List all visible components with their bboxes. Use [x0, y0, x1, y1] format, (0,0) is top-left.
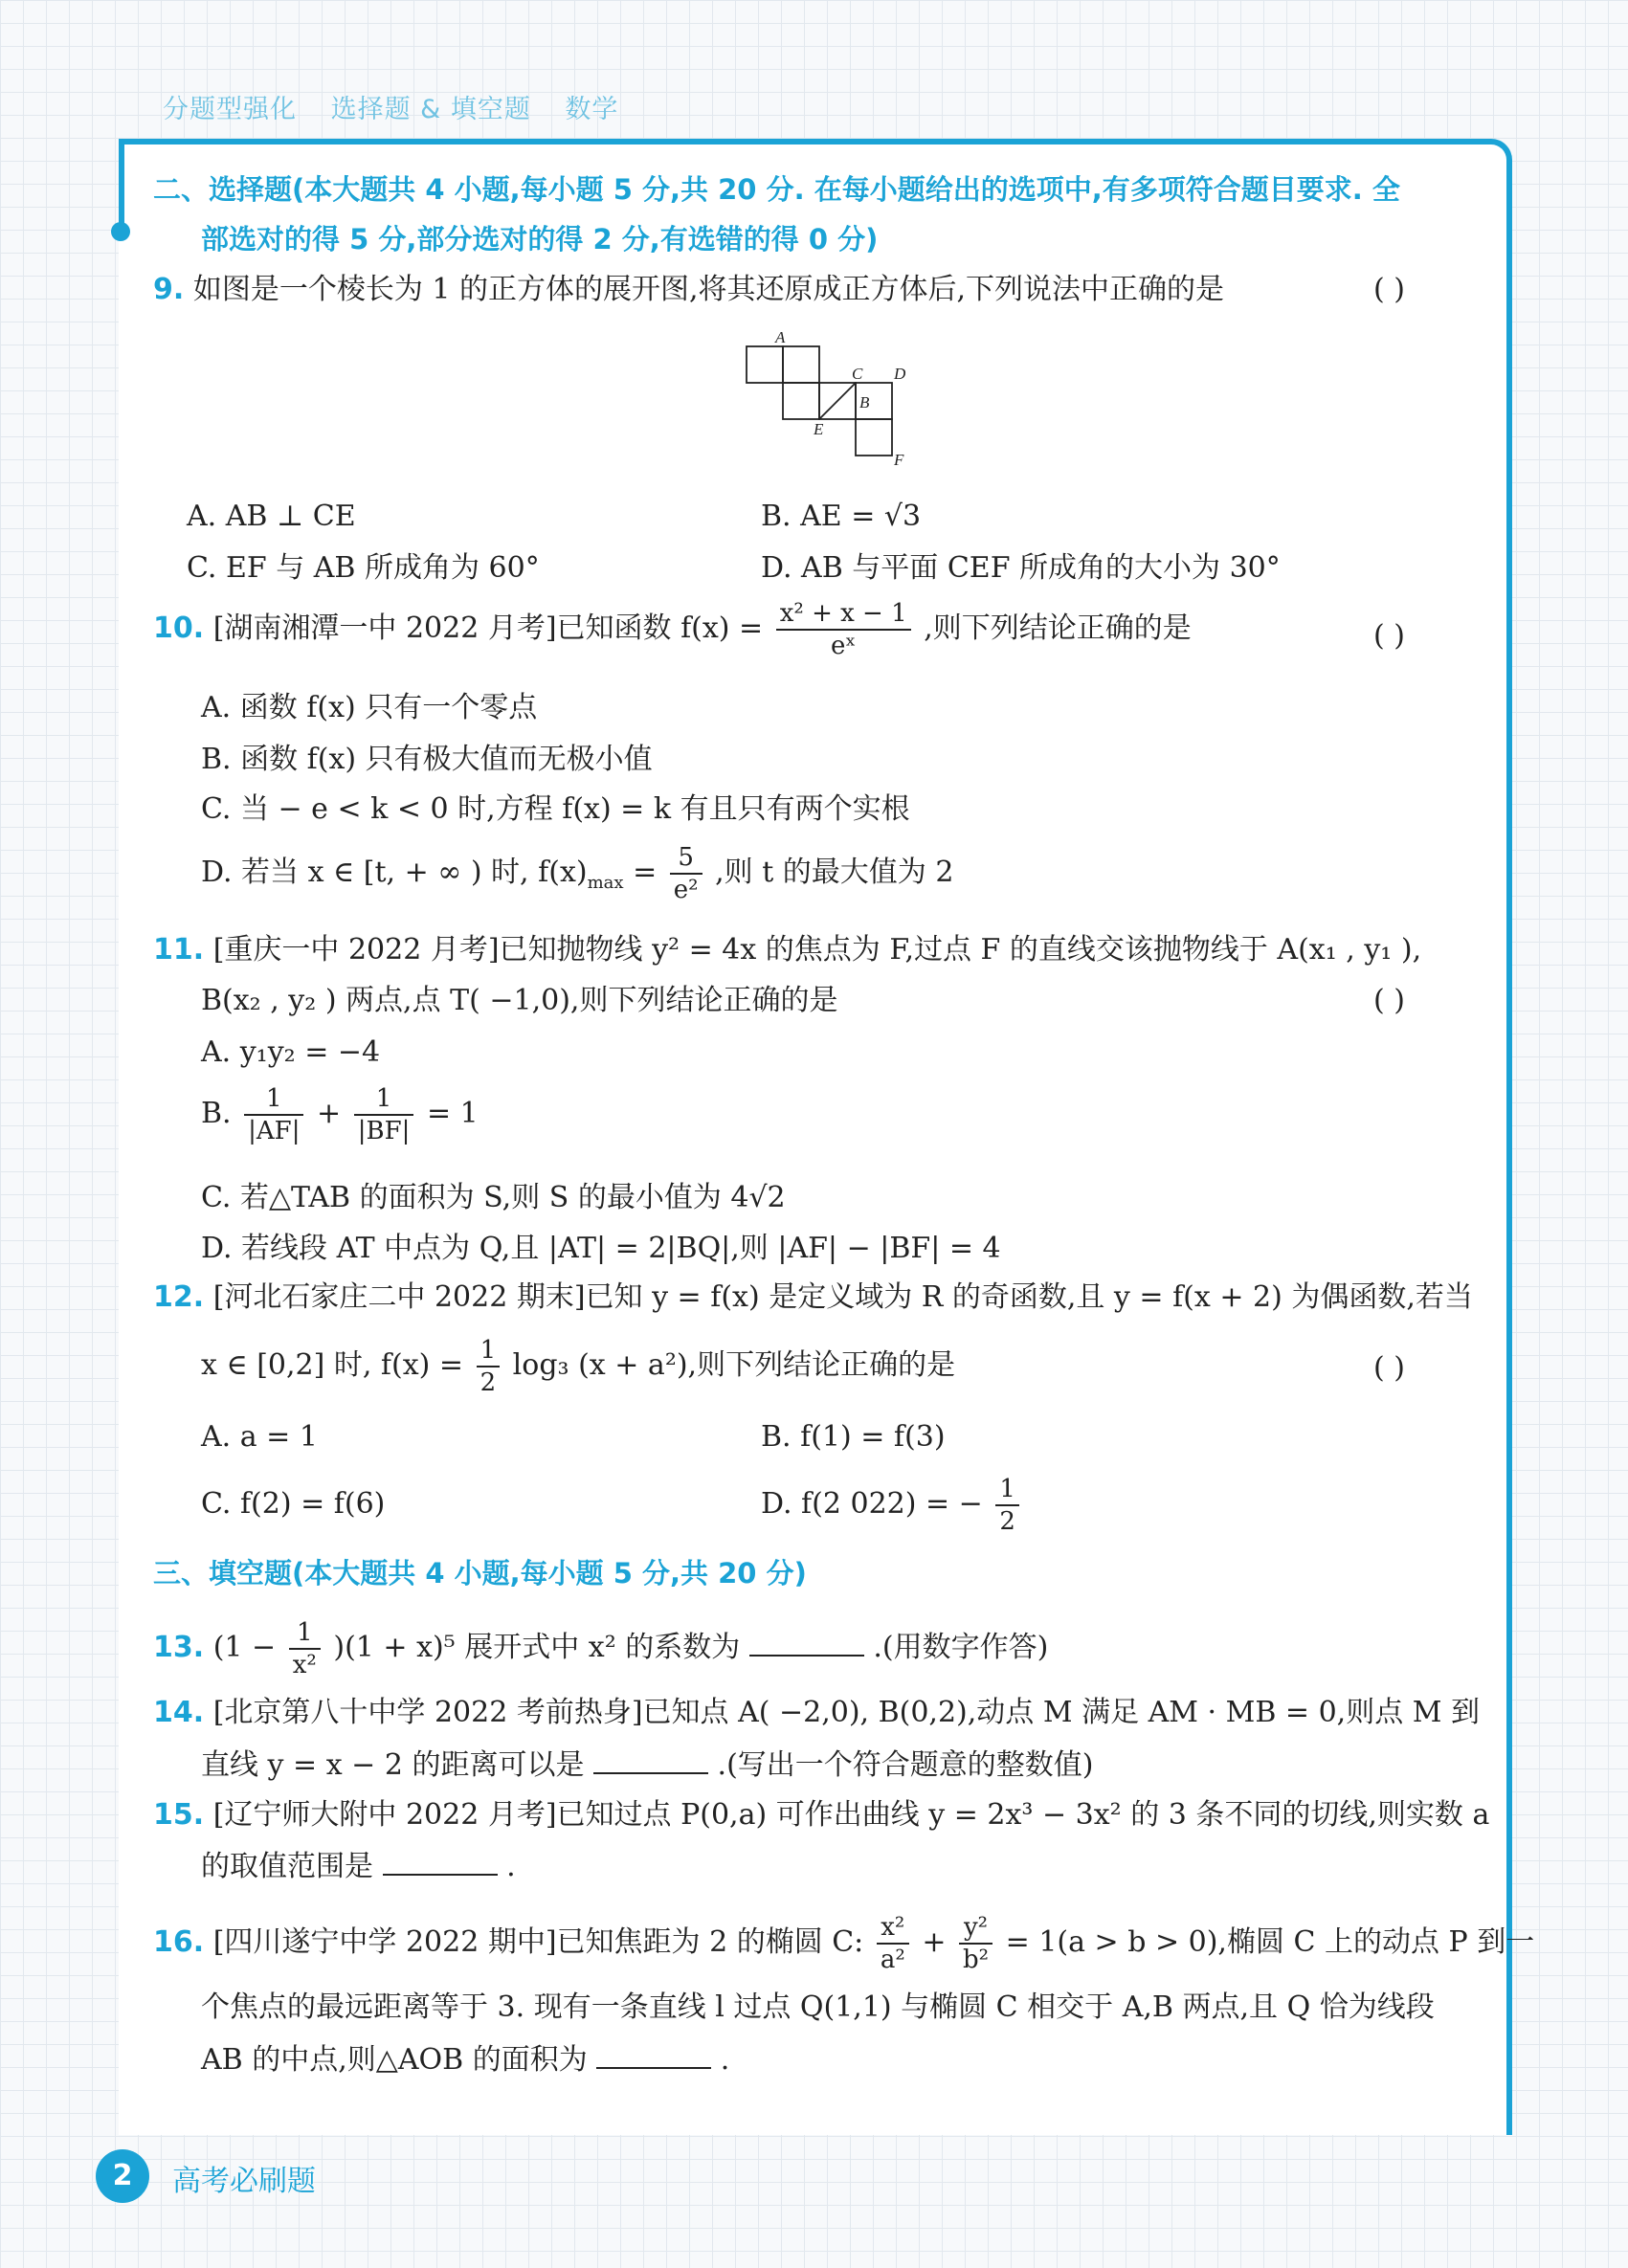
q11-stem-line2: B(x₂ , y₂ ) 两点,点 T( −1,0),则下列结论正确的是 — [201, 984, 838, 1017]
q14-stem-line2 — [201, 1745, 1094, 1785]
section-3-heading: 三、填空题(本大题共 4 小题,每小题 5 分,共 20 分) — [153, 1557, 807, 1590]
q14-line2-text: 直线 y = x − 2 的距离可以是 — [201, 1748, 585, 1782]
q16-text-pre: [四川遂宁中学 2022 期中]已知焦距为 2 的椭圆 C: — [212, 1925, 864, 1959]
q12-line2-tail: log₃ (x + a²),则下列结论正确的是 — [512, 1348, 956, 1382]
q12-stem — [153, 1279, 1473, 1317]
q16-frac2 — [959, 1912, 992, 1975]
q11-option-b-tail: = 1 — [426, 1097, 479, 1130]
net-square — [747, 346, 783, 383]
q13-text-mid: )(1 + x)⁵ 展开式中 x² 的系数为 — [333, 1631, 741, 1664]
q10-stem — [153, 598, 1192, 661]
page-number-badge: 2 — [96, 2149, 149, 2203]
label-d: D — [894, 365, 906, 383]
q15-stem-line2 — [201, 1847, 516, 1886]
q14-line2-tail: .(写出一个符合题意的整数值) — [717, 1748, 1094, 1782]
q13-text-tail: .(用数字作答) — [873, 1631, 1049, 1664]
q10-option-b: B. 函数 f(x) 只有极大值而无极小值 — [201, 743, 653, 776]
q16-line3-text: AB 的中点,则△AOB 的面积为 — [201, 2043, 588, 2077]
q13-answer-blank[interactable] — [749, 1628, 864, 1657]
q11-option-a: A. y₁y₂ = −4 — [201, 1035, 381, 1069]
q16-frac2-denominator: b² — [963, 1946, 990, 1974]
q16-stem-line2: 个焦点的最远距离等于 3. 现有一条直线 l 过点 Q(1,1) 与椭圆 C 相交于 A,B 两点,且 Q 恰为线段 — [201, 1990, 1435, 2024]
q12-option-d-denominator: 2 — [999, 1507, 1015, 1536]
q10-option-d-denominator: e² — [673, 876, 699, 904]
q14-stem — [153, 1694, 1480, 1732]
q10-numerator: x² + x − 1 — [776, 598, 911, 631]
q13-fraction — [289, 1617, 321, 1680]
q11-number: 11. — [153, 933, 205, 967]
section-2-title-line2: 部选对的得 5 分,部分选对的得 2 分,有选错的得 0 分) — [201, 223, 879, 256]
q10-option-d-numerator: 5 — [670, 842, 702, 875]
q16-frac1-numerator: x² — [877, 1912, 909, 1945]
q13-denominator: x² — [292, 1651, 317, 1679]
label-c: C — [852, 365, 863, 383]
q9-number: 9. — [153, 273, 185, 306]
q13-stem — [153, 1617, 1048, 1680]
q9-stem-text: 如图是一个棱长为 1 的正方体的展开图,将其还原成正方体后,下列说法中正确的是 — [192, 273, 1225, 306]
footer-title: 高考必刷题 — [172, 2165, 316, 2198]
q9-option-d: D. AB 与平面 CEF 所成角的大小为 30° — [761, 551, 1281, 585]
q16-answer-blank[interactable] — [596, 2040, 711, 2069]
q11-stem-line1: [重庆一中 2022 月考]已知抛物线 y² = 4x 的焦点为 F,过点 F 的直线交该抛物线于 A(x₁ , y₁ ), — [212, 933, 1422, 967]
q9-option-c: C. EF 与 AB 所成角为 60° — [187, 551, 540, 585]
q10-option-d — [201, 842, 953, 905]
q11-frac2-denominator: |BF| — [357, 1117, 411, 1145]
q12-option-d — [761, 1474, 1023, 1537]
q11-option-b-frac2 — [354, 1083, 414, 1146]
q12-number: 12. — [153, 1280, 205, 1314]
q15-number: 15. — [153, 1798, 205, 1832]
net-square — [856, 419, 892, 456]
q12-stem-line1: [河北石家庄二中 2022 期末]已知 y = f(x) 是定义域为 R 的奇函数,且 y = f(x + 2) 为偶函数,若当 — [212, 1280, 1473, 1314]
q11-option-c: C. 若△TAB 的面积为 S,则 S 的最小值为 4√2 — [201, 1181, 786, 1214]
q15-line2-tail: . — [506, 1850, 516, 1883]
q15-stem — [153, 1796, 1489, 1834]
q12-option-d-text: D. f(2 022) = − — [761, 1487, 983, 1521]
q12-option-a: A. a = 1 — [201, 1420, 318, 1454]
q13-numerator: 1 — [289, 1617, 321, 1650]
label-b: B — [859, 393, 870, 411]
q12-option-b: B. f(1) = f(3) — [761, 1420, 946, 1454]
q10-option-d-sub: max — [587, 873, 624, 893]
q11-option-d: D. 若线段 AT 中点为 Q,且 |AT| = 2|BQ|,则 |AF| − |BF| = 4 — [201, 1232, 1001, 1265]
q16-text-tail: = 1(a > b > 0),椭圆 C 上的动点 P 到一 — [1005, 1925, 1535, 1959]
q16-line3-tail: . — [720, 2043, 730, 2077]
q16-number: 16. — [153, 1925, 205, 1959]
q9-option-b: B. AE = √3 — [761, 500, 922, 533]
net-square — [783, 383, 819, 419]
q15-answer-blank[interactable] — [383, 1847, 498, 1876]
q10-denominator: eˣ — [830, 632, 857, 660]
q10-option-d-fraction — [670, 842, 702, 905]
q11-option-b-label: B. — [201, 1097, 232, 1130]
q12-line2-denominator: 2 — [479, 1368, 497, 1397]
q12-answer-paren: ( ) — [1373, 1351, 1405, 1385]
section-title: 选择题 & 填空题 — [330, 95, 531, 124]
q11-stem — [153, 931, 1421, 969]
q11-frac1-numerator: 1 — [244, 1083, 303, 1116]
q11-answer-paren: ( ) — [1373, 984, 1405, 1017]
q14-answer-blank[interactable] — [593, 1745, 708, 1774]
q14-stem-line1: [北京第八十中学 2022 考前热身]已知点 A( −2,0), B(0,2),动点 M 满足 AM · MB = 0,则点 M 到 — [212, 1696, 1480, 1729]
label-a: A — [775, 328, 786, 346]
cube-net-figure — [737, 323, 928, 467]
q10-answer-paren: ( ) — [1373, 619, 1405, 653]
q10-option-d-eq: = — [623, 856, 658, 889]
frame-accent — [119, 139, 124, 231]
q9-option-a: A. AB ⊥ CE — [187, 500, 356, 533]
q10-stem-tail: ,则下列结论正确的是 — [924, 611, 1192, 645]
subject-title: 数学 — [565, 95, 619, 124]
q10-stem-text: [湖南湘潭一中 2022 月考]已知函数 f(x) = — [212, 611, 764, 645]
q10-option-c: C. 当 − e < k < 0 时,方程 f(x) = k 有且只有两个实根 — [201, 792, 910, 826]
q10-option-a: A. 函数 f(x) 只有一个零点 — [201, 691, 538, 724]
q16-frac1-denominator: a² — [880, 1946, 905, 1974]
q10-number: 10. — [153, 611, 205, 645]
q15-stem-line1: [辽宁师大附中 2022 月考]已知过点 P(0,a) 可作出曲线 y = 2x³ − 3x² 的 3 条不同的切线,则实数 a — [212, 1798, 1490, 1832]
frame-dot — [111, 222, 130, 241]
book-title: 分题型强化 — [163, 95, 297, 124]
q11-option-b — [201, 1083, 479, 1146]
q16-stem-line3 — [201, 2040, 729, 2079]
q12-line2-text: x ∈ [0,2] 时, f(x) = — [201, 1348, 464, 1382]
q9-stem — [153, 271, 1224, 309]
q12-stem-line2 — [201, 1335, 955, 1398]
q11-option-b-plus: + — [317, 1097, 342, 1130]
segment-ce — [819, 383, 856, 419]
q11-option-b-frac1 — [244, 1083, 303, 1146]
net-square — [783, 346, 819, 383]
section-2-heading — [153, 165, 1483, 264]
q10-fraction — [776, 598, 911, 661]
q11-frac2-numerator: 1 — [354, 1083, 414, 1116]
q12-option-d-fraction — [995, 1474, 1019, 1537]
q16-frac1 — [877, 1912, 909, 1975]
q13-number: 13. — [153, 1631, 205, 1664]
q12-option-c: C. f(2) = f(6) — [201, 1487, 386, 1521]
label-f: F — [894, 451, 904, 467]
q12-line2-numerator: 1 — [477, 1335, 501, 1367]
q11-frac1-denominator: |AF| — [248, 1117, 301, 1145]
q12-line2-fraction — [477, 1335, 501, 1398]
section-2-title-line1: 二、选择题(本大题共 4 小题,每小题 5 分,共 20 分. 在每小题给出的选项中,有多项符合题目要求. 全 — [153, 173, 1400, 206]
q15-line2-text: 的取值范围是 — [201, 1850, 373, 1883]
label-e: E — [814, 420, 824, 438]
q16-frac2-numerator: y² — [959, 1912, 992, 1945]
q16-plus: + — [922, 1925, 947, 1959]
running-header — [163, 88, 643, 125]
q12-option-d-numerator: 1 — [995, 1474, 1019, 1506]
q13-text-pre: (1 − — [212, 1631, 277, 1664]
q16-stem — [153, 1912, 1534, 1975]
q10-option-d-tail: ,则 t 的最大值为 2 — [715, 856, 954, 889]
q14-number: 14. — [153, 1696, 205, 1729]
q10-option-d-text: D. 若当 x ∈ [t, + ∞ ) 时, f(x) — [201, 856, 588, 889]
q9-answer-paren: ( ) — [1373, 273, 1405, 306]
